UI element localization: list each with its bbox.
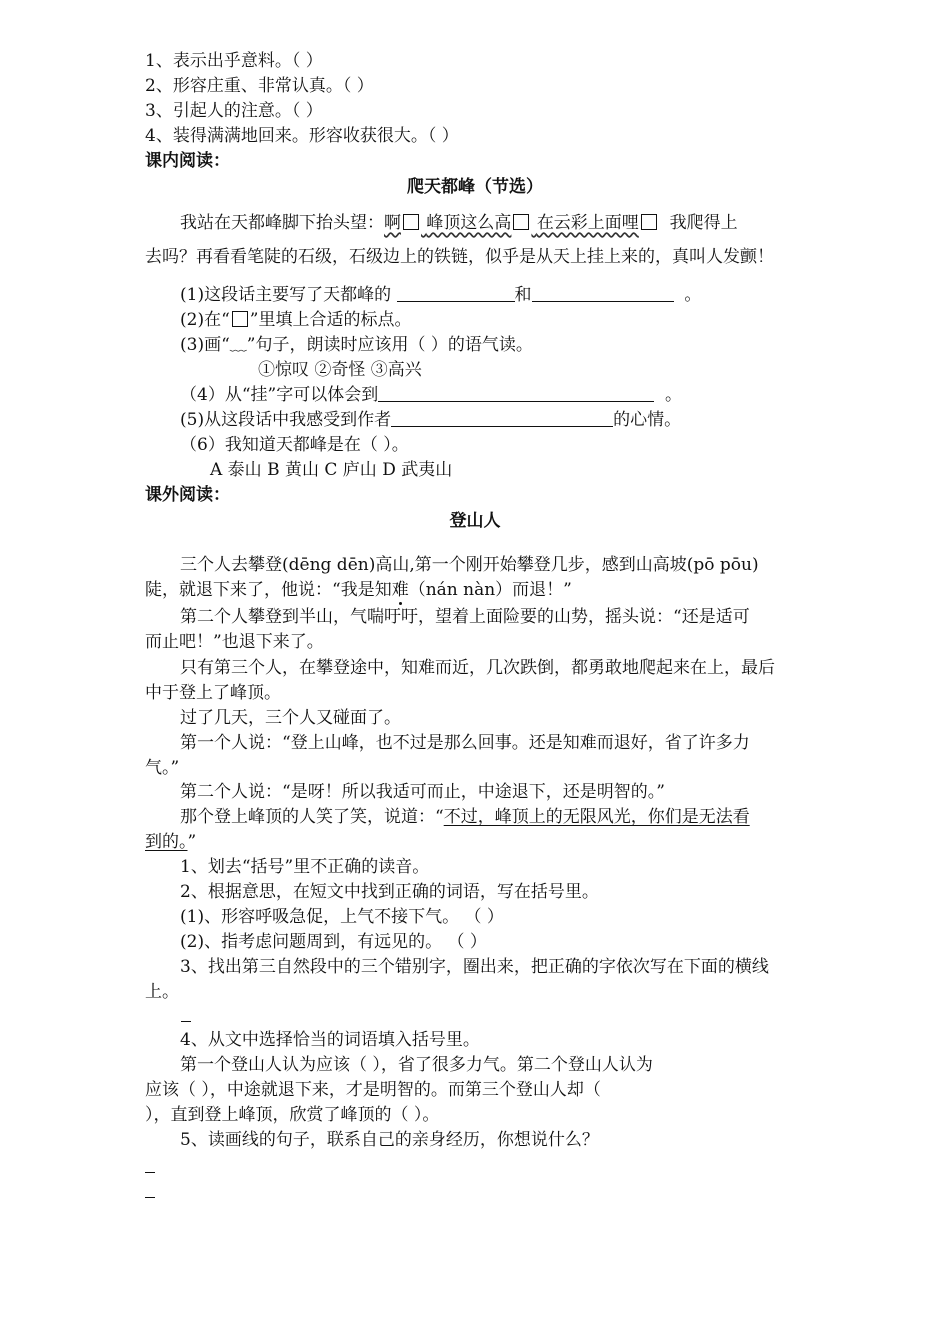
in-class-q2: (2)在“ ”里填上合适的标点。 bbox=[180, 310, 412, 330]
in-class-q6-options: A 泰山 B 黄山 C 庐山 D 武夷山 bbox=[210, 460, 453, 480]
in-class-q3: (3)画“﹏”句子，朗读时应该用（ ）的语气读。 bbox=[180, 335, 533, 355]
in-class-q3-options: ①惊叹 ②奇怪 ③高兴 bbox=[258, 360, 422, 380]
extra-q2: 2、根据意思，在短文中找到正确的词语，写在括号里。 bbox=[180, 882, 599, 902]
vocab-q1: 1、表示出乎意料。（ ） bbox=[145, 51, 323, 71]
extra-q2-1: (1)、形容呼吸急促，上气不接下气。 （ ） bbox=[180, 907, 504, 927]
para-text: 我爬得上 bbox=[669, 213, 738, 233]
answer-blank bbox=[391, 410, 613, 427]
wavy-line-mark: ﹏ bbox=[229, 335, 247, 355]
extra-p2-line2: 而止吧！”也退下来了。 bbox=[145, 632, 324, 652]
extra-q3-line1: 3、找出第三自然段中的三个错别字，圈出来，把正确的字依次写在下面的横线 bbox=[180, 957, 769, 977]
extra-p5-line1: 第一个人说：“登上山峰，也不过是那么回事。还是知难而退好，省了许多力 bbox=[180, 733, 750, 753]
in-class-para-line2: 去吗？再看看笔陡的石级，石级边上的铁链，似乎是从天上挂上来的，真叫人发颤！ bbox=[145, 247, 774, 267]
answer-blank bbox=[397, 285, 515, 302]
underlined-sentence: 到的。 bbox=[145, 832, 188, 852]
extra-p6: 第二个人说：“是呀！所以我适可而止，中途退下，还是明智的。” bbox=[180, 782, 665, 802]
in-class-heading: 课内阅读： bbox=[145, 151, 230, 171]
punctuation-box bbox=[403, 214, 419, 230]
vocab-q2: 2、形容庄重、非常认真。（ ） bbox=[145, 76, 374, 96]
extra-p3-line2: 中于登上了峰顶。 bbox=[145, 683, 281, 703]
extra-q1: 1、划去“括号”里不正确的读音。 bbox=[180, 857, 430, 877]
extra-q3-line2: 上。 bbox=[145, 982, 179, 1002]
extra-heading: 课外阅读： bbox=[145, 485, 230, 505]
extra-title: 登山人 bbox=[449, 511, 501, 531]
in-class-q6: （6）我知道天都峰是在（ ）。 bbox=[180, 435, 409, 455]
answer-line bbox=[145, 1197, 155, 1198]
extra-p7-line1: 那个登上峰顶的人笑了笑，说道：“不过，峰顶上的无限风光，你们是无法看 bbox=[180, 807, 750, 827]
extra-q5: 5、读画线的句子，联系自己的亲身经历，你想说什么？ bbox=[180, 1130, 599, 1150]
extra-p1-line2: 陡，就退下来了，他说：“我是知难（nán nàn）而退！” bbox=[145, 580, 572, 600]
extra-q4-line1: 第一个登山人认为应该（ ），省了很多力气。第二个登山人认为 bbox=[180, 1055, 653, 1075]
extra-p3-line1: 只有第三个人，在攀登途中，知难而近，几次跌倒，都勇敢地爬起来在上，最后 bbox=[180, 658, 775, 678]
extra-p1-line1: 三个人去攀登(dēng dēn)高山,第一个刚开始攀登几步，感到山高坡(pō pōu) bbox=[180, 555, 759, 575]
in-class-title: 爬天都峰（节选） bbox=[407, 177, 543, 197]
in-class-q1: (1)这段话主要写了天都峰的 和 。 bbox=[180, 285, 702, 305]
underlined-sentence: 不过，峰顶上的无限风光，你们是无法看 bbox=[443, 807, 750, 827]
extra-p5-line2: 气。” bbox=[145, 758, 180, 778]
dotted-char: 难 bbox=[391, 580, 409, 600]
in-class-q4: （4）从“挂”字可以体会到 。 bbox=[180, 385, 683, 405]
extra-p4: 过了几天，三个人又碰面了。 bbox=[180, 708, 401, 728]
extra-q4: 4、从文中选择恰当的词语填入括号里。 bbox=[180, 1030, 480, 1050]
punctuation-box bbox=[641, 214, 657, 230]
in-class-q5: (5)从这段话中我感受到作者 的心情。 bbox=[180, 410, 682, 430]
wavy-sentence: 啊 峰顶这么高 在云彩上面哩 bbox=[384, 213, 659, 233]
vocab-q3: 3、引起人的注意。（ ） bbox=[145, 101, 323, 121]
answer-blank bbox=[378, 385, 654, 402]
extra-p2-line1: 第二个人攀登到半山，气喘吁吁，望着上面险要的山势，摇头说：“还是适可 bbox=[180, 607, 750, 627]
punctuation-box bbox=[232, 311, 248, 327]
extra-q4-line3: ），直到登上峰顶，欣赏了峰顶的（ ）。 bbox=[145, 1105, 440, 1125]
extra-q2-2: (2)、指考虑问题周到，有远见的。 （ ） bbox=[180, 932, 487, 952]
vocab-q4: 4、装得满满地回来。形容收获很大。（ ） bbox=[145, 126, 459, 146]
extra-q4-line2: 应该（ ），中途就退下来，才是明智的。而第三个登山人却（ bbox=[145, 1080, 601, 1100]
punctuation-box bbox=[513, 214, 529, 230]
answer-line bbox=[181, 1021, 191, 1022]
in-class-para-line1 bbox=[180, 211, 738, 235]
para-text: 我站在天都峰脚下抬头望： bbox=[180, 213, 384, 233]
answer-blank bbox=[532, 285, 674, 302]
answer-line bbox=[145, 1172, 155, 1173]
extra-p7-line2: 到的。” bbox=[145, 832, 197, 852]
